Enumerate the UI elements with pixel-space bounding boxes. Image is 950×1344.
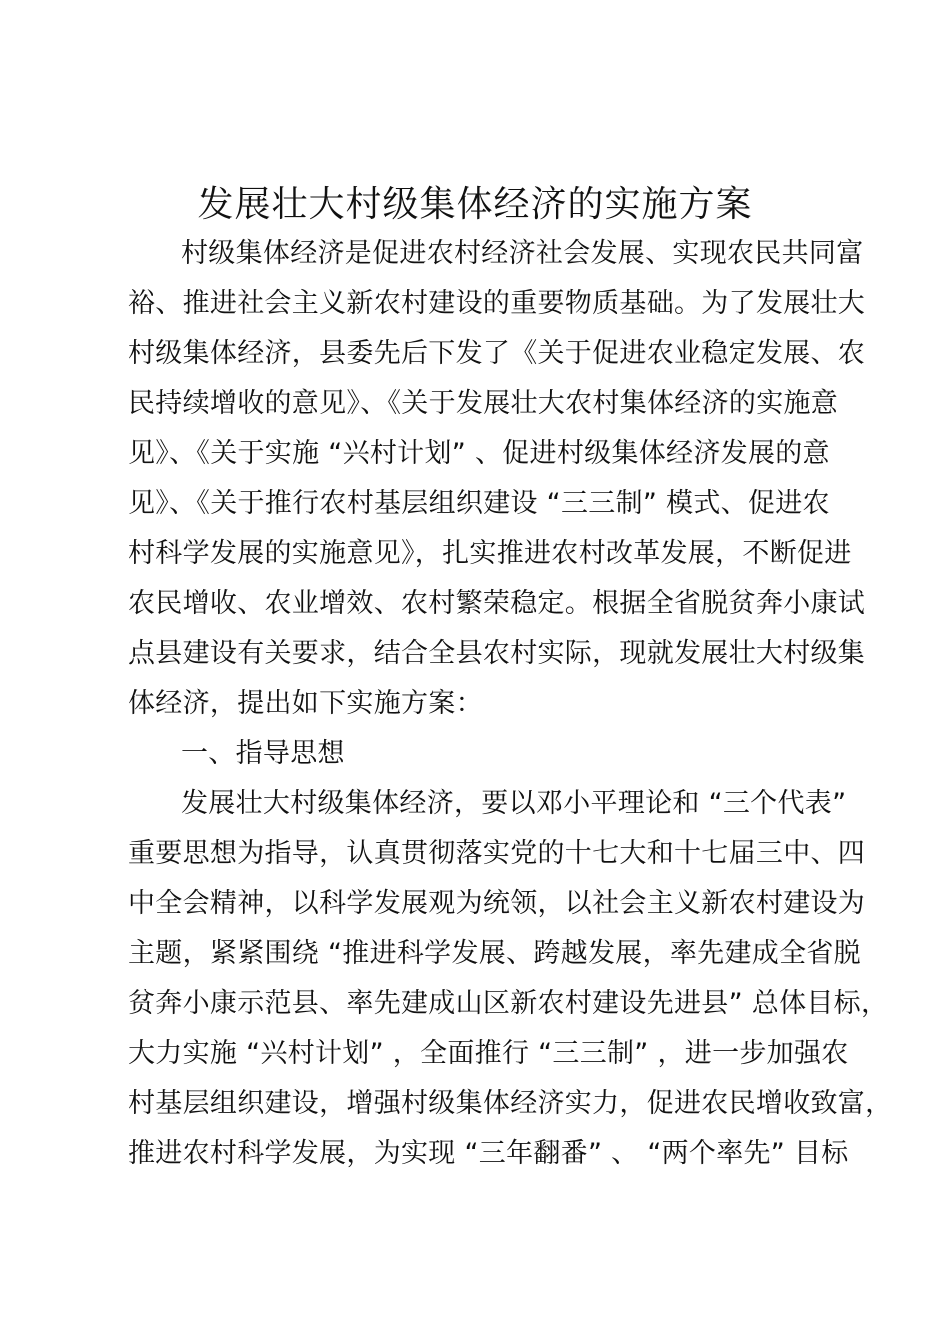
body-line: 主题，紧紧围绕 “推进科学发展、跨越发展，率先建成全省脱 xyxy=(128,938,861,969)
body-line: 体经济，提出如下实施方案： xyxy=(128,688,483,719)
body-line: 见》、《关于推行农村基层组织建设 “三三制” 模式、促进农 xyxy=(128,488,830,519)
document-title: 发展壮大村级集体经济的实施方案 xyxy=(197,184,753,225)
body-line: 大力实施 “兴村计划” ，全面推行 “三三制” ，进一步加强农 xyxy=(128,1038,849,1069)
body-line: 见》、《关于实施 “兴村计划” 、促进村级集体经济发展的意 xyxy=(128,438,830,469)
body-line: 中全会精神，以科学发展观为统领，以社会主义新农村建设为 xyxy=(128,888,866,919)
body-line: 推进农村科学发展，为实现 “三年翻番” 、 “两个率先” 目标 xyxy=(128,1138,849,1169)
body-line: 裕、推进社会主义新农村建设的重要物质基础。为了发展壮大 xyxy=(128,288,866,319)
body-line: 点县建设有关要求，结合全县农村实际，现就发展壮大村级集 xyxy=(128,638,866,669)
body-line: 民持续增收的意见》、《关于发展壮大农村集体经济的实施意 xyxy=(128,388,839,419)
body-line: 重要思想为指导，认真贯彻落实党的十七大和十七届三中、四 xyxy=(128,838,866,869)
body-line: 贫奔小康示范县、率先建成山区新农村建设先进县” 总体目标， xyxy=(128,988,889,1019)
body-line: 农民增收、农业增效、农村繁荣稳定。根据全省脱贫奔小康试 xyxy=(128,588,866,619)
body-line: 村科学发展的实施意见》，扎实推进农村改革发展，不断促进 xyxy=(128,538,852,569)
body-line: 发展壮大村级集体经济，要以邓小平理论和 “三个代表” xyxy=(181,788,847,819)
body-line: 村级集体经济，县委先后下发了《关于促进农业稳定发展、农 xyxy=(128,338,866,369)
body-line: 村级集体经济是促进农村经济社会发展、实现农民共同富 xyxy=(181,238,864,269)
section-heading: 一、指导思想 xyxy=(181,738,345,769)
body-line: 村基层组织建设，增强村级集体经济实力，促进农民增收致富， xyxy=(128,1088,893,1119)
